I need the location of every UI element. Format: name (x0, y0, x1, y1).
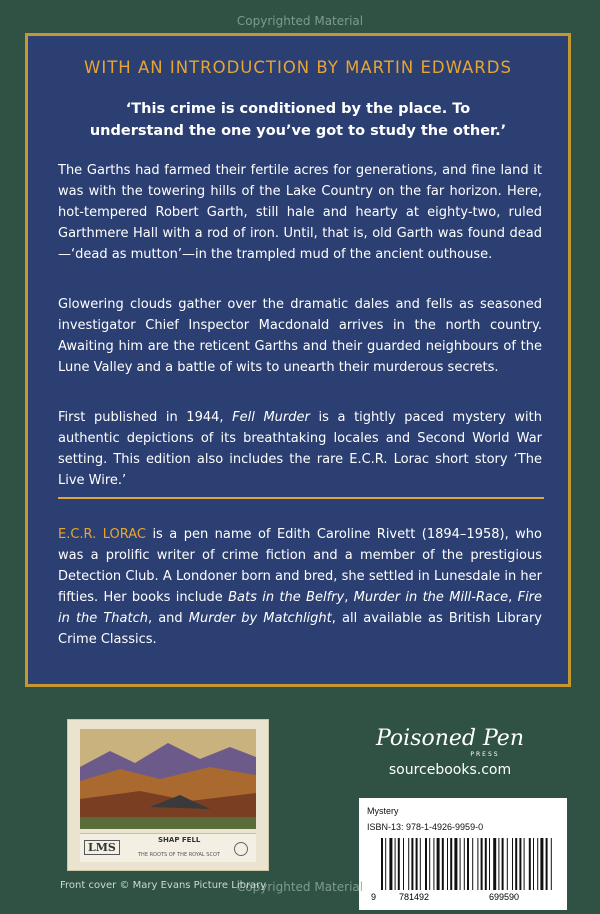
cover-credit: Front cover © Mary Evans Picture Library (60, 880, 267, 891)
publisher-url: sourcebooks.com (388, 762, 512, 778)
poster-caption (80, 833, 256, 862)
bio-sep-1: , (344, 590, 354, 605)
front-cover-thumbnail (68, 720, 268, 870)
book-title: Fell Murder (232, 410, 310, 425)
bio-text: is a pen name of Edith Caroline Rivett (1894–1958), who was a prolific writer of crime fiction and a member of the prestigious Detection Club. A Londoner born and bred, she settled in Lunesdale in her fifties. Her books include (58, 527, 543, 605)
publisher-block (350, 718, 550, 778)
barcode-digit-first: 9 (371, 892, 377, 902)
book-murder-in-the-mill-race: Murder in the Mill-Race (353, 590, 509, 605)
barcode-digits-right: 699590 (489, 892, 520, 902)
barcode-digits-left: 781492 (399, 892, 430, 902)
watermark-bottom: Copyrighted Material (236, 880, 364, 894)
author-bio (58, 524, 542, 650)
p3-rest: is a tightly paced mystery with authentic depictions of its breathtaking locales and Second World War setting. This edition also includes the rare E.C.R. Lorac short story ‘The Live Wire.’ (58, 410, 542, 488)
bio-end: , all available as British Library Crime Classics. (58, 611, 542, 647)
quote-line-2: understand the one you’ve got to study the other.’ (89, 123, 507, 139)
synopsis-paragraph-2: Glowering clouds gather over the dramatic dales and fells as seasoned investigator Chief Inspector Macdonald arrives in the north country. Awaiting him are the reticent Garths and their guarded neighbours of the Lune Valley and a battle of wits to unearth their murderous secrets. (58, 297, 542, 375)
bio-sep-2: , (508, 590, 518, 605)
pull-quote (68, 98, 528, 142)
author-name: E.C.R. LORAC (58, 527, 146, 542)
book-murder-by-matchlight: Murder by Matchlight (188, 611, 332, 626)
bio-sep-3: , and (148, 611, 189, 626)
quote-line-1: ‘This crime is conditioned by the place. To (125, 101, 471, 117)
p3-lead: First published in 1944, (58, 410, 233, 425)
blurb-panel (25, 33, 571, 687)
genre-label: Mystery (367, 806, 399, 816)
poisoned-pen-logo: Poisoned Pen (376, 726, 524, 751)
railway-badge-icon (234, 842, 248, 856)
book-fire-in-the-thatch: Fire in the Thatch (58, 590, 543, 626)
watermark-top: Copyrighted Material (236, 14, 364, 28)
lms-logo: LMS (84, 840, 120, 855)
poster-subtitle: THE ROOTS OF THE ROYAL SCOT (138, 852, 220, 858)
synopsis-paragraph-3 (58, 407, 542, 491)
gold-divider (58, 497, 544, 499)
poster-place-name: SHAP FELL (158, 836, 201, 844)
synopsis-paragraph-1: The Garths had farmed their fertile acres for generations, and fine land it was with the towering hills of the Lake Country on the far horizon. Here, hot-tempered Robert Garth, still hale and hearty at eighty-two, ruled Garthmere Hall with a rod of iron. Until, that is, old Garth was found dead—‘dead as mutton’—in the trampled mud of the ancient outhouse. (58, 163, 542, 262)
press-label: PRESS (470, 751, 500, 758)
introduction-heading: WITH AN INTRODUCTION BY MARTIN EDWARDS (84, 58, 512, 77)
isbn-label: ISBN-13: 978-1-4926-9959-0 (367, 822, 484, 832)
book-bats-in-the-belfry: Bats in the Belfry (228, 590, 345, 605)
landscape-painting (80, 729, 256, 829)
